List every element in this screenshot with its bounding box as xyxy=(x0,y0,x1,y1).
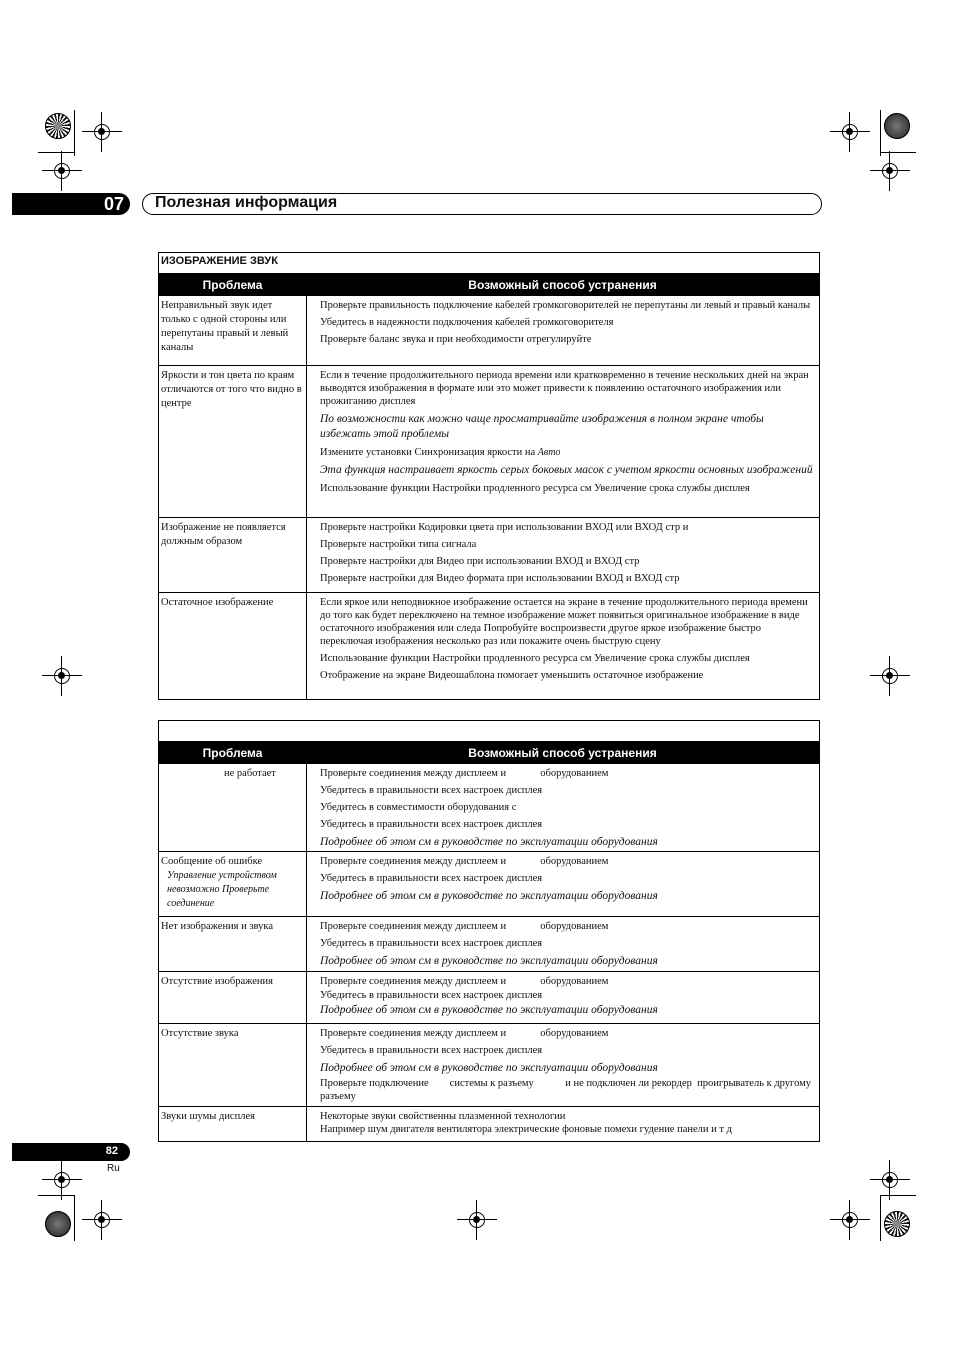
crop-line xyxy=(74,1195,75,1241)
solution-cell xyxy=(307,1024,819,1106)
solution-note: Подробнее об этом см в руководстве по эксплуатации оборудования xyxy=(320,1004,658,1016)
registration-target-icon xyxy=(884,113,910,139)
solution-text: Отображение на экране Видеошаблона помогает уменьшить остаточное изображение xyxy=(320,670,704,681)
column-header-solution: Возможный способ устранения xyxy=(468,278,657,292)
chapter-title: Полезная информация xyxy=(155,194,338,211)
problem-cell: Остаточное изображение xyxy=(159,593,307,699)
solution-text: Убедитесь в правильности всех настроек дисплея xyxy=(320,1045,543,1056)
solution-text: Проверьте настройки для Видео формата при использовании ВХОД и ВХОД стр xyxy=(320,573,680,584)
solution-text: Проверьте настройки для Видео при использовании ВХОД и ВХОД стр xyxy=(320,556,640,567)
registration-crosshair-icon xyxy=(82,112,122,152)
solution-text: Использование функции Настройки продленного ресурса см Увеличение срока службы дисплея xyxy=(320,653,750,664)
solution-text: Проверьте баланс звука и при необходимости отрегулируйте xyxy=(320,334,592,345)
problem-cell: Неправильный звук идет только с одной стороны или перепутаны правый и левый каналы xyxy=(159,296,307,365)
crop-line xyxy=(74,110,75,156)
solution-cell xyxy=(307,593,819,699)
solution-note: Подробнее об этом см в руководстве по эксплуатации оборудования xyxy=(320,836,658,848)
crop-line xyxy=(880,1195,916,1196)
chapter-number: 07 xyxy=(103,194,124,214)
solution-text: Убедитесь в правильности всех настроек дисплея xyxy=(320,819,543,830)
solution-text: Убедитесь в надежности подключения кабелей громкоговорителя xyxy=(320,317,614,328)
column-header-problem: Проблема xyxy=(202,746,263,760)
problem-cell: Звуки шумы дисплея xyxy=(159,1107,307,1141)
crop-line xyxy=(880,1195,881,1241)
solution-text: Проверьте правильность подключение кабелей громкоговорителей не перепутаны ли левый и правый каналы xyxy=(320,300,811,311)
solution-cell xyxy=(307,972,819,1023)
registration-crosshair-icon xyxy=(457,1200,497,1240)
solution-cell xyxy=(307,1107,819,1141)
solution-text: Убедитесь в правильности всех настроек дисплея xyxy=(320,785,543,796)
column-header-solution: Возможный способ устранения xyxy=(468,746,657,760)
registration-target-icon xyxy=(45,1211,71,1237)
problem-cell: Отсутствие звука xyxy=(159,1024,307,1106)
error-message-text: Управление устройством невозможно Проверьте соединение xyxy=(167,870,277,909)
troubleshooting-table-picture-sound xyxy=(158,252,820,700)
chapter-title-bar xyxy=(142,193,822,215)
solution-cell xyxy=(307,764,819,851)
table-row xyxy=(159,851,819,916)
table-header xyxy=(159,274,819,296)
table-row xyxy=(159,971,819,1023)
crop-line xyxy=(38,152,74,153)
registration-crosshair-icon xyxy=(870,151,910,191)
crop-line xyxy=(38,1195,74,1196)
table-row xyxy=(159,1023,819,1106)
registration-crosshair-icon xyxy=(830,112,870,152)
solution-text: Убедитесь в совместимости оборудования с xyxy=(320,802,517,813)
solution-text: Некоторые звуки свойственны плазменной технологии xyxy=(320,1111,566,1122)
registration-crosshair-icon xyxy=(82,1200,122,1240)
solution-text: Например шум двигателя вентилятора электрические фоновые помехи гудение панели и т д xyxy=(320,1124,732,1135)
solution-note: Эта функция настраивает яркость серых боковых масок с учетом яркости основных изображений xyxy=(320,464,813,476)
problem-cell: Нет изображения и звука xyxy=(159,917,307,971)
problem-text: Сообщение об ошибке xyxy=(161,856,263,867)
solution-text: Если в течение продолжительного периода времени или кратковременно в течение нескольких дней на экран выводятся изображения в формате или это может привести к появлению остаточного изображения или прожиганию дисплея xyxy=(320,370,809,407)
solution-text: Проверьте соединения между дисплеем и оборудованием xyxy=(320,976,609,987)
solution-cell xyxy=(307,366,819,517)
page-language: Ru xyxy=(107,1163,120,1174)
solution-text: Убедитесь в правильности всех настроек дисплея xyxy=(320,938,543,949)
table-caption xyxy=(159,721,819,742)
table-header xyxy=(159,742,819,764)
solution-cell xyxy=(307,518,819,592)
solution-note: Подробнее об этом см в руководстве по эксплуатации оборудования xyxy=(320,1062,658,1074)
chapter-badge xyxy=(12,193,130,215)
table-row xyxy=(159,916,819,971)
crop-line xyxy=(880,110,881,156)
registration-crosshair-icon xyxy=(870,656,910,696)
registration-crosshair-icon xyxy=(42,1160,82,1200)
table-row xyxy=(159,764,819,851)
table-row xyxy=(159,592,819,699)
problem-cell: Изображение не появляется должным образом xyxy=(159,518,307,592)
solution-text: Измените установки Синхронизация яркости на Авто xyxy=(320,447,561,458)
solution-text: Проверьте соединения между дисплеем и оборудованием xyxy=(320,856,609,867)
solution-text: Использование функции Настройки продленного ресурса см Увеличение срока службы дисплея xyxy=(320,483,750,494)
solution-cell xyxy=(307,296,819,365)
problem-cell: Яркости и тон цвета по краям отличаются от того что видно в центре xyxy=(159,366,307,517)
solution-note: Подробнее об этом см в руководстве по эксплуатации оборудования xyxy=(320,890,658,902)
solution-cell xyxy=(307,852,819,916)
solution-text: Убедитесь в правильности всех настроек дисплея xyxy=(320,990,543,1001)
solution-text: Проверьте соединения между дисплеем и оборудованием xyxy=(320,921,609,932)
column-header-problem: Проблема xyxy=(202,278,263,292)
table-row xyxy=(159,517,819,592)
solution-note: По возможности как можно чаще просматривайте изображения в полном экране чтобы избежать этой проблемы xyxy=(320,413,764,440)
solution-text: Если яркое или неподвижное изображение остается на экране в течение продолжительного периода времени до того как будет переключено на темное изображение может появиться оригинальное изображение в виде остаточного изображения или следа Попробуйте воспроизвести другое яркое изображение быстро переключая изображения несколько раз или покажите очень быструю сцену xyxy=(320,597,808,647)
table-row xyxy=(159,1106,819,1141)
solution-text: Проверьте соединения между дисплеем и оборудованием xyxy=(320,768,609,779)
registration-crosshair-icon xyxy=(870,1160,910,1200)
problem-cell: Отсутствие изображения xyxy=(159,972,307,1023)
registration-crosshair-icon xyxy=(830,1200,870,1240)
auto-setting-value: Авто xyxy=(537,447,561,458)
solution-cell xyxy=(307,917,819,971)
registration-target-icon xyxy=(884,1211,910,1237)
page-number-badge xyxy=(12,1143,130,1161)
registration-crosshair-icon xyxy=(42,151,82,191)
solution-text: Проверьте настройки типа сигнала xyxy=(320,539,477,550)
problem-cell: не работает xyxy=(159,764,307,851)
registration-crosshair-icon xyxy=(42,656,82,696)
registration-target-icon xyxy=(45,113,71,139)
crop-line xyxy=(880,152,916,153)
problem-cell xyxy=(159,852,307,916)
page-number: 82 xyxy=(105,1145,118,1157)
solution-text: Проверьте подключение системы к разъему и не подключен ли рекордер проигрыватель к другому разъему xyxy=(320,1078,814,1102)
solution-text: Проверьте соединения между дисплеем и оборудованием xyxy=(320,1028,609,1039)
table-caption: ИЗОБРАЖЕНИЕ ЗВУК xyxy=(159,253,819,274)
table-row xyxy=(159,296,819,365)
solution-note: Подробнее об этом см в руководстве по эксплуатации оборудования xyxy=(320,955,658,967)
troubleshooting-table-hdmi-control xyxy=(158,720,820,1142)
table-row xyxy=(159,365,819,517)
solution-text: Убедитесь в правильности всех настроек дисплея xyxy=(320,873,543,884)
solution-text: Проверьте настройки Кодировки цвета при использовании ВХОД или ВХОД стр и xyxy=(320,522,689,533)
